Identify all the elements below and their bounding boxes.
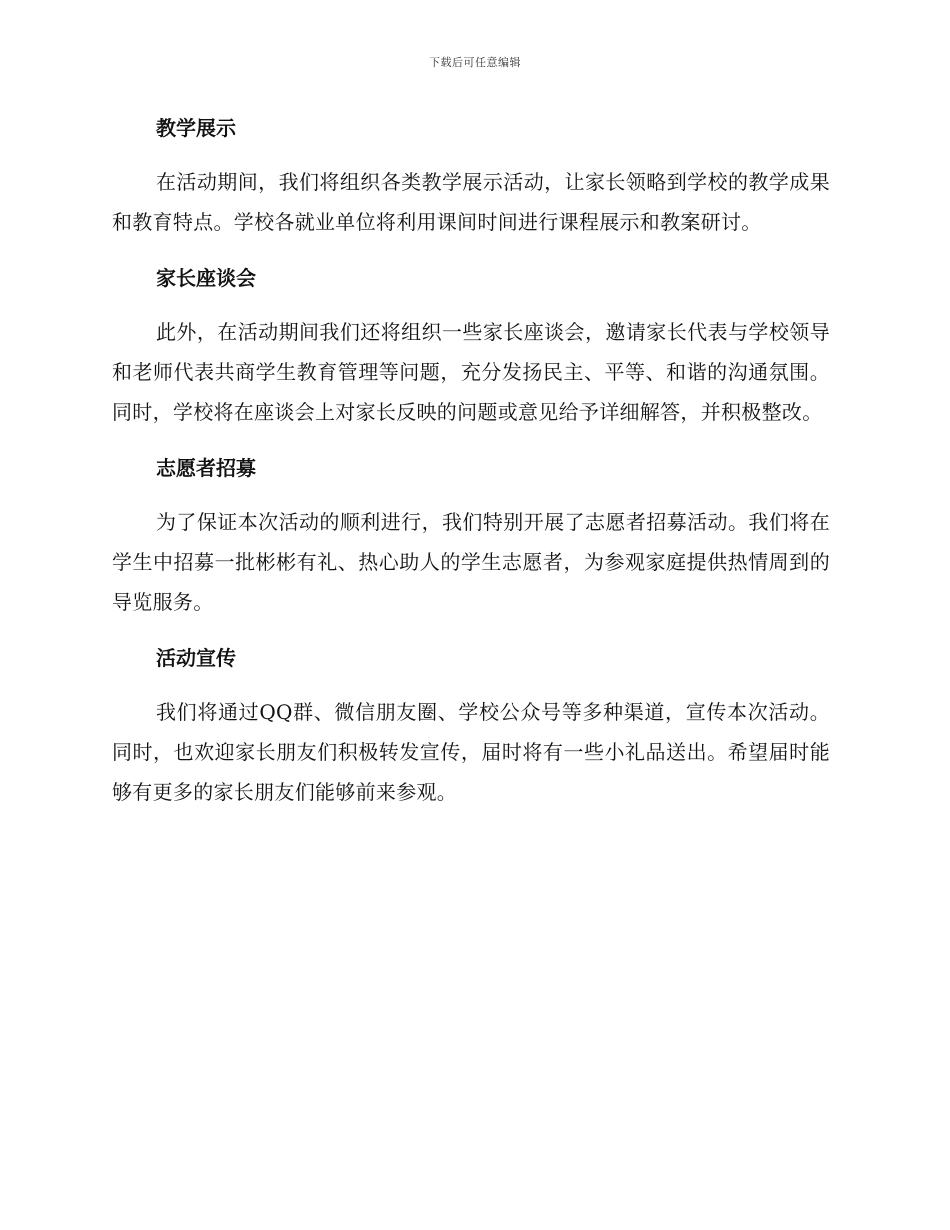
section-parent-meeting <box>112 258 830 432</box>
section-body: 在活动期间，我们将组织各类教学展示活动，让家长领略到学校的教学成果和教育特点。学校各就业单位将利用课间时间进行课程展示和教案研讨。 <box>112 170 830 234</box>
section-body: 为了保证本次活动的顺利进行，我们特别开展了志愿者招募活动。我们将在学生中招募一批彬彬有礼、热心助人的学生志愿者，为参观家庭提供热情周到的导览服务。 <box>112 510 830 614</box>
section-body: 我们将通过QQ群、微信朋友圈、学校公众号等多种渠道，宣传本次活动。同时，也欢迎家长朋友们积极转发宣传，届时将有一些小礼品送出。希望届时能够有更多的家长朋友们能够前来参观。 <box>112 700 830 804</box>
section-heading: 教学展示 <box>156 116 236 140</box>
section-heading: 家长座谈会 <box>156 266 256 290</box>
section-volunteer-recruitment <box>112 448 830 622</box>
section-heading: 活动宣传 <box>156 646 236 670</box>
section-body: 此外，在活动期间我们还将组织一些家长座谈会，邀请家长代表与学校领导和老师代表共商学生教育管理等问题，充分发扬民主、平等、和谐的沟通氛围。同时，学校将在座谈会上对家长反映的问题或意见给予详细解答，并积极整改。 <box>112 320 830 424</box>
section-heading: 志愿者招募 <box>156 456 256 480</box>
page-header: 下载后可任意编辑 <box>429 56 521 69</box>
document-content <box>112 108 830 828</box>
section-activity-promotion <box>112 638 830 812</box>
section-teaching-display <box>112 108 830 242</box>
